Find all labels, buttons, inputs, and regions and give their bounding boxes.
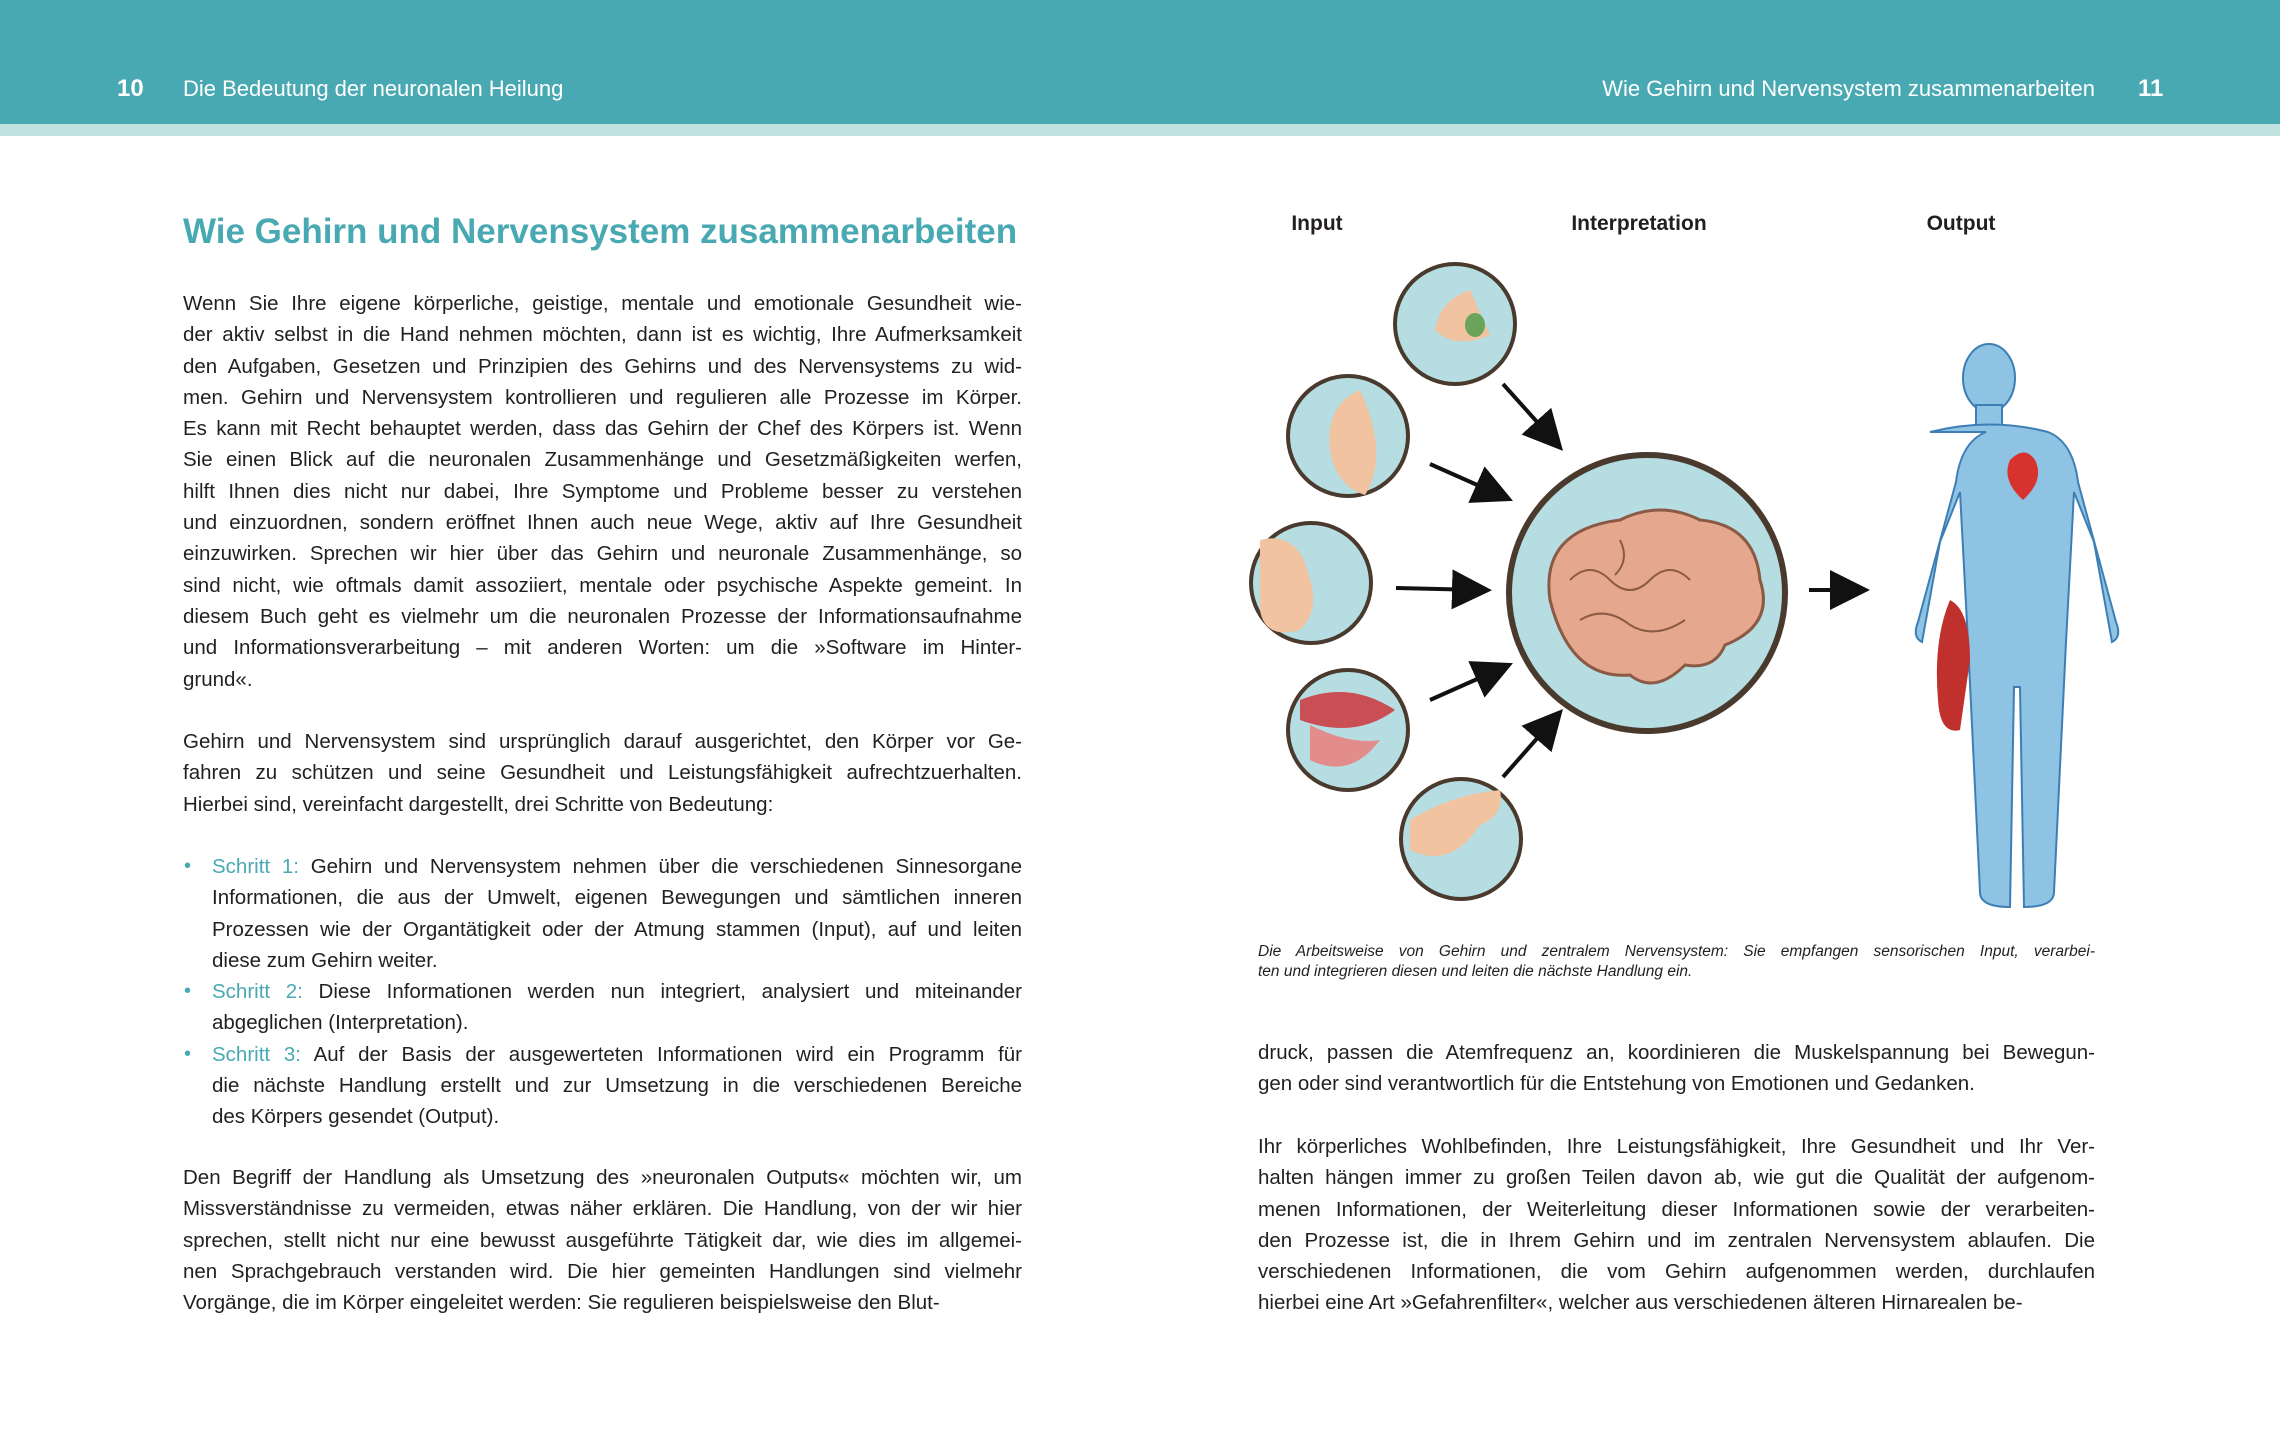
text-line: den Aufgaben, Gesetzen und Prinzipien des Gehirns und des Nervensystems zu wid- bbox=[183, 354, 1022, 378]
text-line: grund«. bbox=[183, 667, 253, 691]
text-line: einzuwirken. Sprechen wir hier über das Gehirn und neuronale Zusammenhänge, so bbox=[183, 542, 1022, 566]
section-title: Wie Gehirn und Nervensystem zusammenarbeiten bbox=[183, 212, 1018, 251]
text-line: fahren zu schützen und seine Gesundheit und Leistungsfähigkeit aufrechtzuerhalten. bbox=[183, 761, 1022, 785]
label-input: Input bbox=[1291, 212, 1343, 235]
arrow-mouth bbox=[1430, 668, 1502, 700]
text-line: Ihr körperliches Wohlbefinden, Ihre Leistungsfähigkeit, Ihre Gesundheit und Ihr Ver- bbox=[1258, 1135, 2095, 1158]
text-line: druck, passen die Atemfrequenz an, koordinieren die Muskelspannung bei Bewegun- bbox=[1258, 1041, 2095, 1064]
text-line: der aktiv selbst in die Hand nehmen möchten, dann ist es wichtig, Ihre Aufmerksamkeit bbox=[183, 323, 1022, 347]
text-line: men. Gehirn und Nervensystem kontrollieren und regulieren alle Prozesse im Körper. bbox=[183, 385, 1022, 409]
text-line: Informationen, die aus der Umwelt, eigenen Bewegungen und sämtlichen inneren bbox=[212, 886, 1022, 910]
text-line: nen Sprachgebrauch verstanden wird. Die hier gemeinten Handlungen sind vielmehr bbox=[183, 1259, 1022, 1283]
text-line: den Prozesse ist, die in Ihrem Gehirn und im zentralen Nervensystem ablaufen. Die bbox=[1258, 1228, 2095, 1252]
text-line: hilft Ihnen dies nicht nur dabei, Ihre Symptome und Probleme besser zu verstehen bbox=[183, 479, 1022, 503]
step-label: Schritt 2: bbox=[212, 980, 303, 1004]
text-line: sind nicht, wie oftmals damit assoziiert, mentale oder psychische Aspekte gemeint. In bbox=[183, 573, 1022, 597]
text-line: Missverständnisse zu vermeiden, etwas näher erklären. Die Handlung, von der wir hier bbox=[183, 1197, 1022, 1221]
text-line: ten und integrieren diesen und leiten die nächste Handlung ein. bbox=[1258, 963, 1693, 981]
text-line: hierbei eine Art »Gefahrenfilter«, welcher aus verschiedenen älteren Hirnarealen be- bbox=[1258, 1291, 2023, 1315]
text-line: Wenn Sie Ihre eigene körperliche, geistige, mentale und emotionale Gesundheit wie- bbox=[183, 292, 1022, 315]
arrow-nose bbox=[1396, 588, 1480, 590]
text-line: Schritt 1: Gehirn und Nervensystem nehmen über die verschiedenen Sinnesorgane bbox=[212, 855, 1022, 878]
text-line: diesem Buch geht es vielmehr um die neuronalen Prozesse der Informationsaufnahme bbox=[183, 604, 1022, 628]
left-running-title: Die Bedeutung der neuronalen Heilung bbox=[183, 76, 564, 101]
text-line: die nächste Handlung erstellt und zur Umsetzung in die verschiedenen Bereiche bbox=[212, 1074, 1022, 1098]
text-line: menen Informationen, der Weiterleitung dieser Informationen sowie der verarbeiten- bbox=[1258, 1197, 2095, 1221]
mouth-icon bbox=[1288, 670, 1408, 790]
left-page-number: 10 bbox=[117, 75, 144, 102]
step-label: Schritt 3: bbox=[212, 1042, 301, 1066]
text-line: Sie einen Blick auf die neuronalen Zusammenhänge und Gesetzmäßigkeiten werfen, bbox=[183, 448, 1022, 472]
text-line: Gehirn und Nervensystem sind ursprünglich darauf ausgerichtet, den Körper vor Ge- bbox=[183, 730, 1022, 753]
text-line: diese zum Gehirn weiter. bbox=[212, 948, 438, 972]
text-line: Den Begriff der Handlung als Umsetzung des »neuronalen Outputs« möchten wir, um bbox=[183, 1166, 1022, 1189]
text-line: und Informationsverarbeitung – mit anderen Worten: um die »Software im Hinter- bbox=[183, 636, 1022, 660]
text-line: Prozessen wie der Organtätigkeit oder der Atmung stammen (Input), auf und leiten bbox=[212, 917, 1022, 941]
bullet-icon: • bbox=[184, 855, 192, 877]
bullet-icon: • bbox=[184, 980, 192, 1003]
figure-caption bbox=[1258, 942, 2095, 983]
text-line: gen oder sind verantwortlich für die Entstehung von Emotionen und Gedanken. bbox=[1258, 1072, 1975, 1096]
text-line: Schritt 2: Diese Informationen werden nun integriert, analysiert und miteinander bbox=[212, 980, 1022, 1004]
text-line: halten hängen immer zu großen Teilen davon ab, wie gut die Qualität der aufgenom- bbox=[1258, 1166, 2095, 1190]
arrow-eye bbox=[1503, 384, 1555, 442]
label-output: Output bbox=[1926, 212, 1996, 235]
arrow-finger bbox=[1503, 718, 1555, 777]
bullet-icon: • bbox=[184, 1042, 192, 1065]
right-running-title: Wie Gehirn und Nervensystem zusammenarbeiten bbox=[1602, 76, 2095, 101]
text-line: des Körpers gesendet (Output). bbox=[212, 1105, 500, 1129]
text-line: Es kann mit Recht behauptet werden, dass das Gehirn der Chef des Körpers ist. Wenn bbox=[183, 417, 1022, 441]
text-line: Hierbei sind, vereinfacht dargestellt, drei Schritte von Bedeutung: bbox=[183, 792, 774, 816]
text-line: Vorgänge, die im Körper eingeleitet werden: Sie regulieren beispielsweise den Blut- bbox=[183, 1291, 940, 1315]
text-line: und einzuordnen, sondern eröffnet Ihnen auch neue Wege, aktiv auf Ihre Gesundheit bbox=[183, 511, 1022, 535]
right-page-number: 11 bbox=[2138, 75, 2164, 102]
arrow-ear bbox=[1430, 464, 1502, 496]
text-line: Die Arbeitsweise von Gehirn und zentralem Nervensystem: Sie empfangen sensorischen Input, verarbei- bbox=[1258, 943, 2095, 960]
text-line: verschiedenen Informationen, die vom Gehirn aufgenommen werden, durchlaufen bbox=[1258, 1260, 2095, 1284]
text-line: Schritt 3: Auf der Basis der ausgewerteten Informationen wird ein Programm für bbox=[212, 1042, 1023, 1066]
leg-muscle-icon bbox=[1937, 600, 1970, 731]
step-label: Schritt 1: bbox=[212, 855, 299, 878]
label-interpretation: Interpretation bbox=[1571, 212, 1707, 235]
text-line: sprechen, stellt nicht nur eine bewusst ausgeführte Tätigkeit dar, wie dies im allgemei- bbox=[183, 1228, 1022, 1252]
text-line: abgeglichen (Interpretation). bbox=[212, 1011, 469, 1035]
